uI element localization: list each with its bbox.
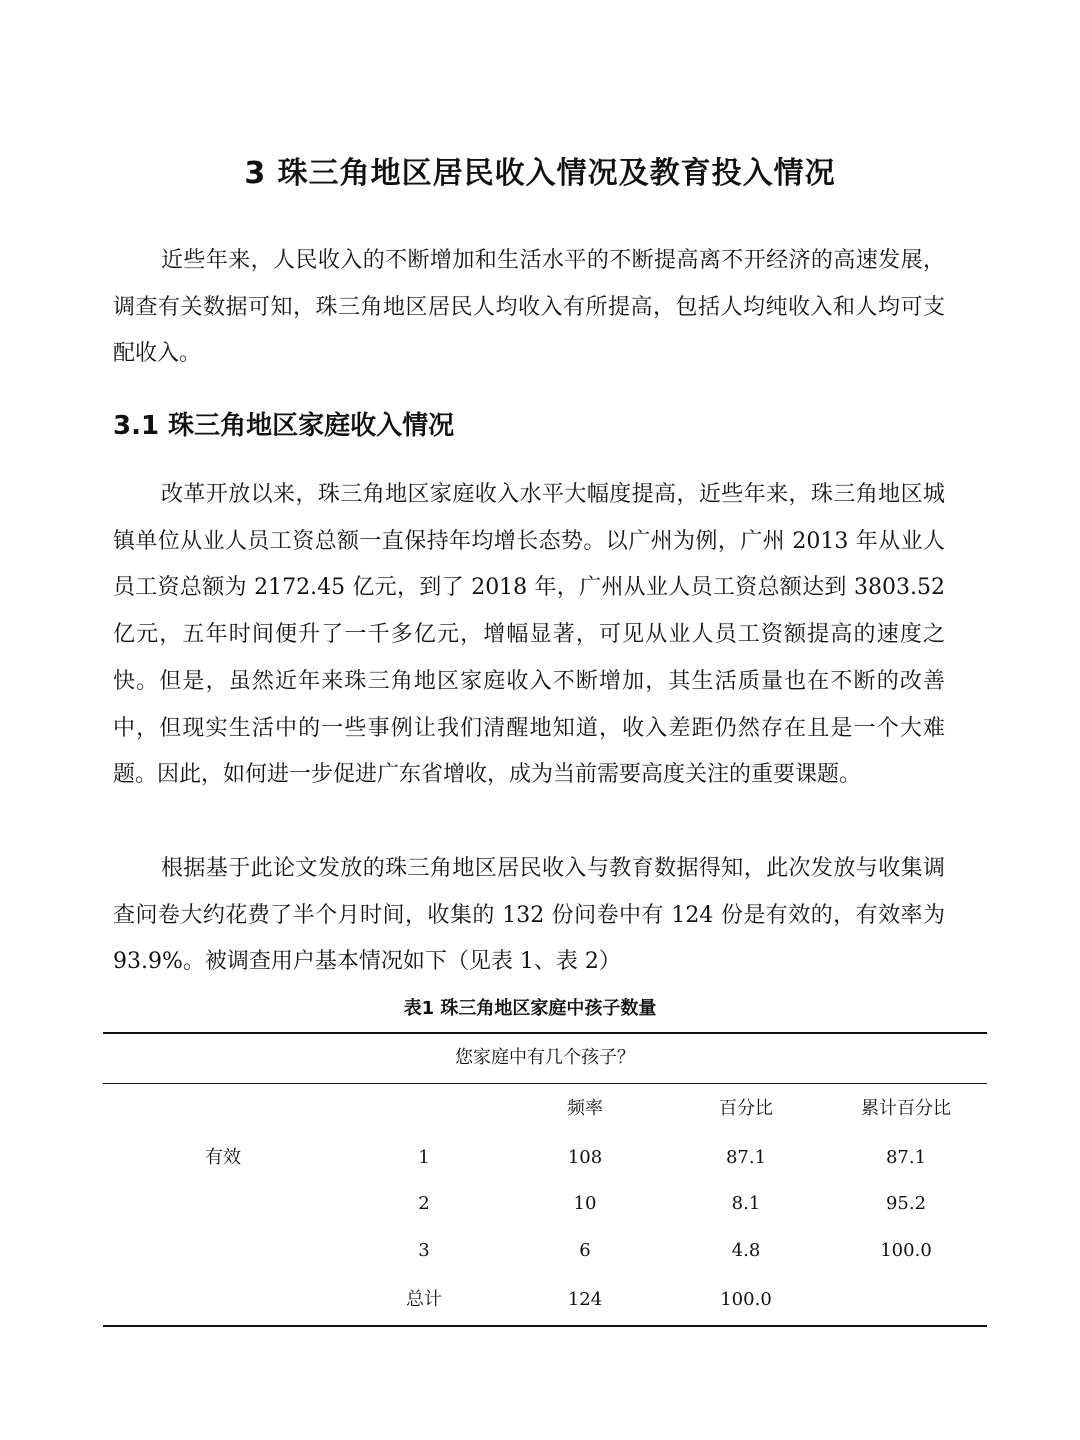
table-row-frequency: 10 (573, 1193, 597, 1214)
table-header-rule (103, 1083, 987, 1084)
table-row-cumulative: 87.1 (885, 1147, 927, 1168)
valid-row-label: 有效 (205, 1147, 241, 1168)
table-row-percent: 4.8 (731, 1240, 761, 1261)
table-caption: 表1 珠三角地区家庭中孩子数量 (403, 998, 657, 1019)
section-paragraph-2: 根据基于此论文发放的珠三角地区居民收入与教育数据得知，此次发放与收集调查问卷大约花费了半个月时间，收集的 132 份问卷中有 124 份是有效的，有效率为 93.9%。被调查用户基本情况如下（见表 1、表 2） (113, 856, 945, 975)
chapter-heading: 3 珠三角地区居民收入情况及教育投入情况 (244, 156, 836, 191)
total-row-percent: 100.0 (720, 1289, 772, 1310)
table-row-percent: 87.1 (725, 1147, 767, 1168)
table-row-cumulative: 95.2 (885, 1193, 927, 1214)
section-heading: 3.1 珠三角地区家庭收入情况 (113, 411, 455, 441)
table-row-percent: 8.1 (731, 1193, 761, 1214)
intro-paragraph: 近些年来，人民收入的不断增加和生活水平的不断提高离不开经济的高速发展，调查有关数据可知，珠三角地区居民人均收入有所提高，包括人均纯收入和人均可支配收入。 (113, 248, 945, 367)
column-header-frequency: 频率 (567, 1098, 603, 1119)
table-question-header: 您家庭中有几个孩子？ (455, 1047, 635, 1068)
table-bottom-rule (103, 1325, 987, 1327)
column-header-percent: 百分比 (719, 1098, 773, 1119)
column-header-cumulative-percent: 累计百分比 (861, 1098, 951, 1119)
section-paragraph-1: 改革开放以来，珠三角地区家庭收入水平大幅度提高，近些年来，珠三角地区城镇单位从业人员工资总额一直保持年均增长态势。以广州为例，广州 2013 年从业人员工资总额为 2172.45 亿元，到了 2018 年，广州从业人员工资总额达到 3803.52 亿元，五年时间便升了一千多亿元，增幅显著，可见从业人员工资额提高的速度之快。但是，虽然近年来珠三角地区家庭收入不断增加，其生活质量也在不断的改善中，但现实生活中的一些事例让我们清醒地知道，收入差距仍然存在且是一个大难题。因此，如何进一步促进广东省增收，成为当前需要高度关注的重要课题。 (113, 482, 945, 788)
total-row-label: 总计 (406, 1289, 442, 1310)
table-row-cumulative: 100.0 (880, 1240, 932, 1261)
table-row-frequency: 108 (567, 1147, 603, 1168)
table-row-category: 3 (418, 1240, 430, 1261)
table-row-category: 1 (418, 1147, 430, 1168)
table-row-category: 2 (418, 1193, 430, 1214)
total-row-frequency: 124 (567, 1289, 603, 1310)
table-top-rule (103, 1032, 987, 1034)
table-row-frequency: 6 (579, 1240, 591, 1261)
